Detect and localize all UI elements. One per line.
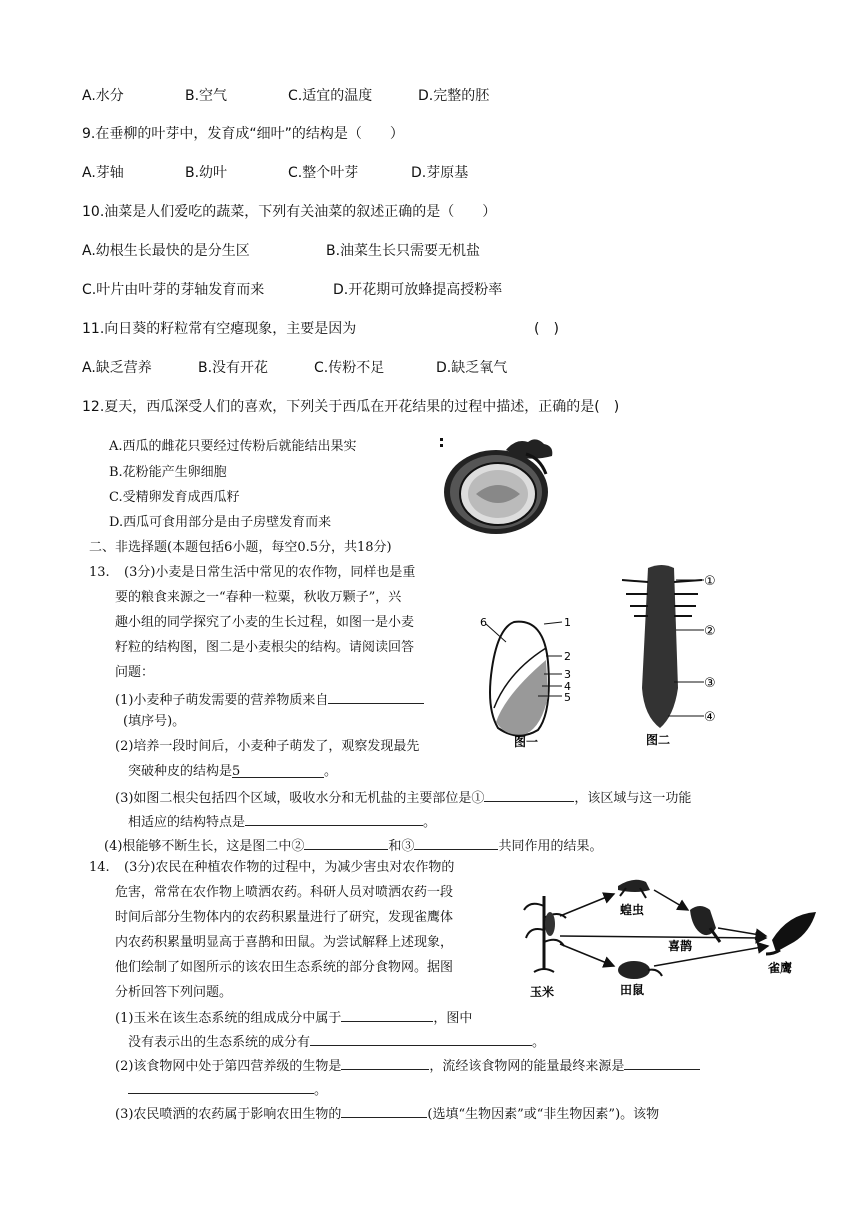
q12-stem: 12.夏天，西瓜深受人们的喜欢，下列关于西瓜在开花结果的过程中描述，正确的是( ) xyxy=(82,399,620,415)
q13-answer-5: 5 xyxy=(232,764,241,779)
q10-option-b: B.油菜生长只需要无机盐 xyxy=(326,243,481,259)
q9-option-c: C.整个叶芽 xyxy=(288,165,359,181)
q9-option-a: A.芽轴 xyxy=(82,165,124,181)
q9-option-b: B.幼叶 xyxy=(185,165,228,181)
q14-number: 14. xyxy=(89,860,110,875)
mouse-label: 田鼠 xyxy=(620,983,645,997)
q14-line-3: 时间后部分生物体内的农药积累量进行了研究，发现雀鹰体 xyxy=(115,910,454,925)
food-web-diagram xyxy=(522,866,830,1010)
section-2-heading: 二、非选择题(本题包括6小题，每空0.5分，共18分) xyxy=(89,540,392,555)
arrow-corn-hawk xyxy=(560,936,766,938)
q13-part-2: (2)培养一段时间后，小麦种子萌发了，观察发现最先 xyxy=(115,739,420,754)
root-label-2: ② xyxy=(704,624,716,639)
magpie-label: 喜鹊 xyxy=(668,939,693,953)
q14-line-1: (3分)农民在种植农作物的过程中，为减少害虫对农作物的 xyxy=(124,860,455,875)
q13-line-5: 问题： xyxy=(115,665,155,680)
q14-line-4: 内农药积累量明显高于喜鹊和田鼠。为尝试解释上述现象， xyxy=(115,935,454,950)
q11-answer-paren: ( ) xyxy=(534,321,559,337)
watermelon-illustration xyxy=(436,434,566,538)
root-tip-figure xyxy=(610,560,730,750)
q13-line-1: (3分)小麦是日常生活中常见的农作物，同样也是重 xyxy=(124,565,416,580)
wheat-seed-figure xyxy=(478,612,578,752)
q14-part-2: (2)该食物网中处于第四营养级的生物是 ，流经该食物网的能量最终来源是 xyxy=(115,1054,700,1076)
q13-blank-6[interactable] xyxy=(414,834,498,850)
hawk-label: 雀鹰 xyxy=(768,961,793,975)
q13-part-1-cont: (填序号)。 xyxy=(123,714,186,729)
q14-blank-1[interactable] xyxy=(341,1006,433,1022)
q12-option-d: D.西瓜可食用部分是由子房壁发育而来 xyxy=(109,515,332,530)
q11-option-a: A.缺乏营养 xyxy=(82,360,152,376)
figure-1-caption: 图一 xyxy=(514,735,539,749)
q13-part-3-cont: 相适应的结构特点是 。 xyxy=(128,810,436,832)
mouse-icon xyxy=(618,961,662,979)
q13-blank-2[interactable] xyxy=(232,762,324,778)
locust-label: 蝗虫 xyxy=(620,903,645,917)
q14-blank-5[interactable] xyxy=(128,1078,314,1094)
q12-option-b: B.花粉能产生卵细胞 xyxy=(109,465,227,480)
q9-stem: 9.在垂柳的叶芽中，发育成“细叶”的结构是（ ） xyxy=(82,126,404,142)
q10-option-c: C.叶片由叶芽的芽轴发育而来 xyxy=(82,282,265,298)
arrow-corn-mouse xyxy=(560,944,614,966)
q11-option-c: C.传粉不足 xyxy=(314,360,385,376)
figure-2-caption: 图二 xyxy=(646,733,671,747)
q12-option-c: C.受精卵发育成西瓜籽 xyxy=(109,490,240,505)
q13-line-3: 趣小组的同学探究了小麦的生长过程，如图一是小麦 xyxy=(115,615,415,630)
q13-blank-1[interactable] xyxy=(328,688,424,704)
q14-part-3: (3)农民喷洒的农药属于影响农田生物的 (选填“生物因素”或“非生物因素”)。该物 xyxy=(115,1102,659,1124)
seed-label-4: 4 xyxy=(564,680,571,693)
q13-part-1: (1)小麦种子萌发需要的营养物质来自 xyxy=(115,688,424,710)
q13-line-4: 籽粒的结构图，图二是小麦根尖的结构。请阅读回答 xyxy=(115,640,415,655)
q14-blank-2[interactable] xyxy=(310,1030,532,1046)
seed-label-6: 6 xyxy=(480,616,487,629)
q14-line-5: 他们绘制了如图所示的该农田生态系统的部分食物网。据图 xyxy=(115,960,454,975)
arrow-corn-locust xyxy=(560,894,614,916)
seed-label-5: 5 xyxy=(564,691,571,704)
q13-blank-5[interactable] xyxy=(304,834,388,850)
q13-part-4: (4)根能够不断生长，这是图二中② 和③ 共同作用的结果。 xyxy=(104,834,602,856)
q14-blank-6[interactable] xyxy=(341,1102,427,1118)
q13-number: 13. xyxy=(89,565,110,580)
hawk-icon xyxy=(766,912,816,954)
q14-part-2-cont: 。 xyxy=(128,1078,327,1100)
q8-option-d: D.完整的胚 xyxy=(418,88,490,104)
seed-label-2: 2 xyxy=(564,650,571,663)
q13-blank-3[interactable] xyxy=(484,786,574,802)
q8-option-c: C.适宜的温度 xyxy=(288,88,373,104)
corn-label: 玉米 xyxy=(530,985,555,999)
q11-option-d: D.缺乏氧气 xyxy=(436,360,508,376)
locust-icon xyxy=(618,880,650,898)
q13-line-2: 要的粮食来源之一“春种一粒粟，秋收万颗子”，兴 xyxy=(115,590,402,605)
q8-option-b: B.空气 xyxy=(185,88,228,104)
q14-blank-3[interactable] xyxy=(341,1054,429,1070)
q14-part-1-cont: 没有表示出的生态系统的成分有 。 xyxy=(128,1030,545,1052)
root-label-4: ④ xyxy=(704,710,716,725)
root-label-3: ③ xyxy=(704,676,716,691)
q14-part-1: (1)玉米在该生态系统的组成成分中属于 ，图中 xyxy=(115,1006,472,1028)
arrow-locust-magpie xyxy=(654,890,688,910)
seed-label-1: 1 xyxy=(564,616,571,629)
q13-part-3: (3)如图二根尖包括四个区域，吸收水分和无机盐的主要部位是① ，该区域与这一功能 xyxy=(115,786,691,808)
q13-part-2-cont: 突破种皮的结构是5 。 xyxy=(128,764,338,779)
q10-option-a: A.幼根生长最快的是分生区 xyxy=(82,243,250,259)
arrow-magpie-hawk xyxy=(718,928,766,936)
corn-icon xyxy=(524,896,566,972)
q14-line-6: 分析回答下列问题。 xyxy=(115,985,233,1000)
q11-option-b: B.没有开花 xyxy=(198,360,269,376)
q8-option-a: A.水分 xyxy=(82,88,124,104)
q10-option-d: D.开花期可放蜂提高授粉率 xyxy=(333,282,503,298)
seed-label-3: 3 xyxy=(564,668,571,681)
q11-stem: 11.向日葵的籽粒常有空瘪现象，主要是因为 xyxy=(82,321,357,337)
q14-line-2: 危害，常常在农作物上喷洒农药。科研人员对喷洒农药一段 xyxy=(115,885,454,900)
root-label-1: ① xyxy=(704,574,716,589)
q12-option-a: A.西瓜的雌花只要经过传粉后就能结出果实 xyxy=(109,439,357,454)
q10-stem: 10.油菜是人们爱吃的蔬菜，下列有关油菜的叙述正确的是（ ） xyxy=(82,204,497,220)
q9-option-d: D.芽原基 xyxy=(411,165,469,181)
q14-blank-4[interactable] xyxy=(624,1054,700,1070)
q13-blank-4[interactable] xyxy=(245,810,423,826)
